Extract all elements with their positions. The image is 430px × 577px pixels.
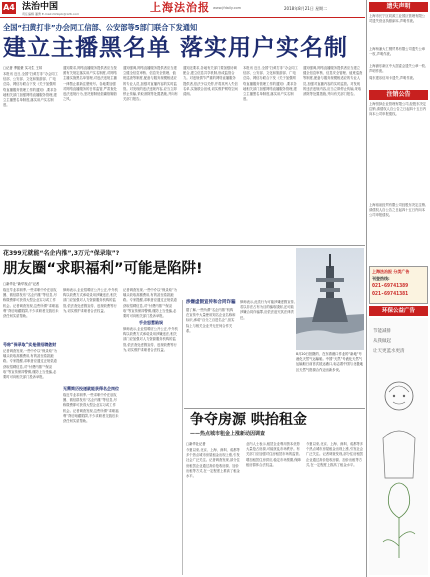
article-two-col-3b: 律师表示,企业招聘应公开公正,中介机构以收费方式承诺录用涉嫌违法,相关部门应加强对人力资源服务机构的监管,依法查处虚假宣传、违规收费等行为,切实维护求职者合法权益。: [123, 327, 178, 352]
issue-date: 2018年8月21日 星期二: [284, 6, 328, 11]
article-three-col-2: 律师表示,此类行为可能涉嫌虚假宣传,若以非法占有为目的骗取钱财,还可能涉嫌合同诈骗罪,应依法追究其法律责任。: [240, 300, 295, 320]
lead-column-5: 本报讯 近日,全国“扫黄打非”办会同工信部、公安部、文化和旅游部、广电总局、网信办联合下发《关于加强网络直播服务管理工作的通知》,要求各地相关部门加强网络直播服务管理,建立主播黑名单制度,落实用户实名制度。: [243, 66, 298, 102]
article-four-col-1: 今夏以来,北京、上海、深圳、成都等多个热点城市房屋租金出现上涨,引发社会广泛关注。记者调查发现,部分住房租赁企业通过高价抢收房源、加价出租等方式,在一定程度上推高了租金水平。: [186, 448, 240, 479]
lead-column-6: 通知强调,网络直播服务提供者应当建立健全信息审核、信息安全管理、值班巡查等制度,配备与服务规模相适应的专业人员,加强对直播内容的实时监管。对发现的违法违规内容,应当立即停止传输,采取消除等处置措施,并向有关部门报告。: [303, 66, 363, 97]
masthead: [0, 0, 365, 17]
sidebar-divider: [366, 0, 367, 577]
article-two-kicker: 花399元就能“名企内推”,3万元“保录取”?: [3, 250, 120, 257]
lead-bottom-rule: [0, 245, 365, 246]
lng-ship-photo: [296, 248, 364, 350]
lead-column-2: 通知要求,网络直播服务提供者应当按照有关规定落实用户实名制度,对网络主播实施黑名单管理,对违法违规主播一律禁止重新注册账号。各地要加强对网络直播服务的日常监管,严肃查处违法违规行为,坚决遏制低俗庸俗媚俗之风。: [63, 66, 117, 102]
cancellation-title-bar: 注销公告: [369, 90, 428, 100]
section-title: 法治中国: [22, 2, 59, 12]
page-code-badge: A4: [3, 3, 15, 12]
article-four-subhead: ——热点城市租金上涨新动因调查: [190, 431, 266, 437]
column-divider: [182, 300, 183, 575]
ad-note: 上海法治报 分类广告: [372, 269, 410, 274]
lead-headline: 建立主播黑名单 落实用户实名制: [3, 34, 349, 61]
notice-title-bar: 遗失声明: [369, 2, 428, 12]
notice-item-1: 上海市长宁区同源工业园区管理有限公司遗失营业执照副本,声明作废。: [369, 14, 426, 24]
article-two-col-2a: 律师表示,企业招聘应公开公正,中介机构以收费方式承诺录用涉嫌违法,相关部门应加强对人力资源服务机构的监管,依法查处虚假宣传、违规收费等行为,切实维护求职者合法权益。: [63, 288, 118, 313]
lead-column-4: 通知还要求,各地有关部门要加强协调配合,建立信息共享机制,形成监管合力。对违规情节严重的网络直播服务提供者,依法予以关停,并将其列入失信名单,实施联合惩戒,切实维护网络空间清朗。: [183, 66, 238, 97]
ad-phone: 021-69741389: [372, 283, 409, 289]
article-two-headline: 朋友圈“求职福利”可能是陷阱!: [3, 261, 203, 277]
paper-logo: 上海法治报: [150, 1, 210, 14]
article-two-subhead-3: 手会怒惹陷误: [139, 320, 163, 325]
article-two-col-2b: 临近毕业求职季,一些求职中介在朋友圈、微信群发布“名企内推”等信息,号称缴费即可获得大型企业实习或工作机会。记者调查发现,这些所谓“求职福利”背后暗藏陷阱,不少求职者交钱后未获任何实质帮助。: [63, 393, 119, 424]
lead-byline: □记者 季振豪 实习生 王邦: [3, 66, 43, 70]
ad-phone-label: 刊登热线:: [372, 276, 390, 281]
article-four-headline: 争夺房源 哄抬租金: [190, 412, 307, 428]
article-two-col-1a: 临近毕业求职季,一些求职中介在朋友圈、微信群发布“名企内推”等信息,号称缴费即可获得大型企业实习或工作机会。记者调查发现,这些所谓“求职福利”背后暗藏陷阱,不少求职者交钱后未获任何实质帮助。: [3, 288, 59, 319]
lead-column-1: 本报讯 近日,全国“扫黄打非”办会同工信部、公安部、文化和旅游部、广电总局、网信办联合下发《关于加强网络直播服务管理工作的通知》,要求各地相关部门加强网络直播服务管理,建立主播黑名单制度,落实用户实名制度。: [3, 72, 58, 108]
eco-line-2: 从我做起: [373, 339, 391, 344]
article-four-top-rule: [184, 408, 365, 409]
website: www.jfdaily.com: [213, 6, 242, 10]
article-four-col-2: 业内人士表示,租赁企业利用资本优势大量抢占房源,可能扰乱市场秩序。有关部门应加强对住房租赁市场的监管,增加租赁住房供应,稳定市场预期,保障租房群体合法权益。: [246, 442, 301, 467]
article-three-col-1: 据了解,一些所谓“名企内推”机构在宣传中大量使用知名企业名称和标识,承诺“百分之百进名企”,但实际上与相关企业并无任何合作关系。: [186, 308, 236, 333]
article-two-subhead-2: 无需简历投递就能获得名企岗位: [63, 386, 119, 391]
eco-ad-panel: [369, 318, 428, 575]
masthead-rule: [0, 17, 365, 18]
eco-illustration: [375, 368, 423, 568]
news-photo: [296, 248, 364, 350]
eco-title-bar: 环保公益广告: [369, 306, 428, 316]
eco-line-3: 让天更蓝水更清: [373, 349, 405, 354]
article-four-col-3: 今夏以来,北京、上海、深圳、成都等多个热点城市房屋租金出现上涨,引发社会广泛关注。记者调查发现,部分住房租赁企业通过高价抢收房源、加价出租等方式,在一定程度上推高了租金水平。: [306, 442, 364, 467]
article-two-subhead-1: 号称“保录取”实是借招聘敛财: [3, 342, 57, 347]
eco-line-1: 节能减排: [373, 329, 391, 334]
lead-kicker: 全国“扫黄打非”办会同工信部、公安部等5部门联合下发通知: [3, 23, 198, 32]
editor-line: 责任编辑 潘勇 E-mail:rbhbpb@126.com: [22, 12, 80, 16]
cancellation-item-2: 上海裕泉经贸有限公司经股东决定注销,请债权人自公告之日起四十五日内向本公司申报债权。: [369, 203, 427, 218]
lead-column-3: 通知强调,网络直播服务提供者应当建立健全信息审核、信息安全管理、值班巡查等制度,配备与服务规模相适应的专业人员,加强对直播内容的实时监管。对发现的违法违规内容,应当立即停止传输,采取消除等处置措施,并向有关部门报告。: [123, 66, 178, 102]
article-two-col-1b: 记者调查发现,一些中介以“保录取”为噱头收取高额费用,有的甚至卷款跑路。专家提醒,求职者应通过正规渠道获取招聘信息,对“付费内推”“保录取”等宣传保持警惕,谨防上当受骗,必要时可向相关部门投诉举报。: [3, 349, 57, 380]
notice-item-2: 上海杨浦大仁钢贸易有限公司遗失公章一枚,声明作废。: [369, 47, 426, 57]
article-two-col-3a: 记者调查发现,一些中介以“保录取”为噱头收取高额费用,有的甚至卷款跑路。专家提醒,求职者应通过正规渠道获取招聘信息,对“付费内推”“保录取”等宣传保持警惕,谨防上当受骗,必要时可向相关部门投诉举报。: [123, 288, 177, 318]
article-three-headline: 涉嫌虚假宣传和合同诈骗: [186, 300, 236, 305]
ad-phone-two: 021-69741381: [372, 291, 409, 297]
article-four-byline: □新华社记者: [186, 442, 206, 446]
article-two-byline: □新华社“新华视点”记者: [3, 282, 40, 286]
cancellation-item-1: 上海恒择企业管理有限公司,经股东决定注销,请债权人自公告之日起四十五日内向本公司申报债权。: [369, 102, 427, 117]
notice-item-3: 上海浦东新区中大居委会遗失公章一枚,声明作废。: [369, 64, 427, 74]
photo-caption: 8月20日拍摄的、在东湾港口作业的“新地”号液化天然气运输船。中国“天然”号液化天然气运输船日前首次抵达港口,标志着中国与北极地区天然气资源合作迈出新步伐。: [296, 352, 363, 372]
ad-hotline-box: [369, 266, 428, 304]
notice-item-4: 周东建乐信用卡遗失,声明作废。: [369, 76, 417, 80]
